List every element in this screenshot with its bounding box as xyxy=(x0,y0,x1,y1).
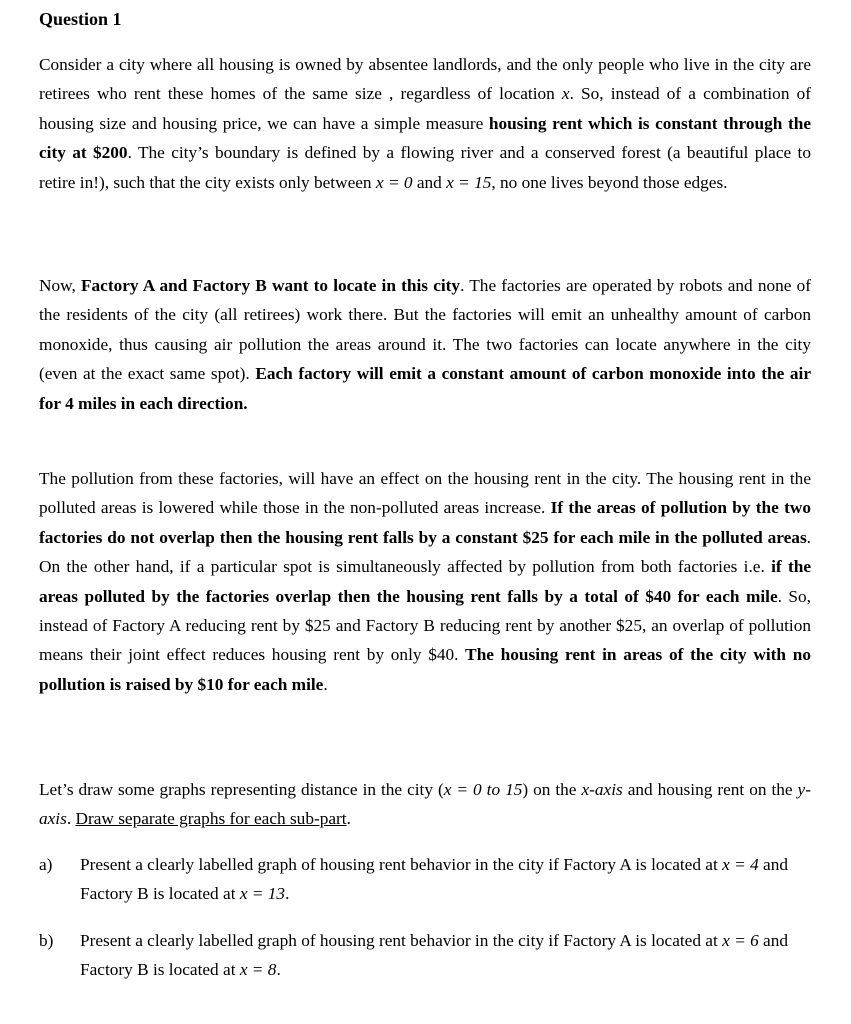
bold-text: housing rent which is constant through the city at $200 xyxy=(39,113,811,163)
underlined-text: Draw separate graphs for each sub-part xyxy=(75,809,347,829)
text: Now, xyxy=(39,276,81,295)
math-equation: x = 0 to 15 xyxy=(443,780,523,799)
text: . xyxy=(285,884,290,904)
text: . The factories are operated by robots and none of the residents of the city (all retirees) work there. But the factories will emit an unhealthy amount of carbon monoxide, thus causing air pollution the areas around it. The two factories can locate anywhere in the city (even at the exact same spot). xyxy=(39,276,811,384)
subpart-label: a) xyxy=(39,855,53,874)
text: ) on the xyxy=(522,780,582,799)
subpart-label: b) xyxy=(39,931,54,950)
text: . xyxy=(66,809,76,829)
bold-text: The housing rent in areas of the city with no pollution is raised by $10 for each mile xyxy=(39,645,811,694)
italic-text: x-axis xyxy=(581,780,623,799)
bold-text: if the areas polluted by the factories overlap then the housing rent falls by a total of $40 for each mile xyxy=(39,557,811,606)
paragraph-housing-setup xyxy=(39,50,811,197)
text: . On the other hand, if a particular spot is simultaneously affected by pollution from both factories i.e. xyxy=(39,527,811,577)
text: and Factory B is located at xyxy=(80,855,788,904)
text: . xyxy=(276,960,281,980)
paragraph-graph-instructions xyxy=(39,775,811,834)
text: . xyxy=(323,674,328,694)
math-equation: x = 0 xyxy=(375,172,413,192)
text: , no one lives beyond those edges. xyxy=(491,172,728,192)
math-equation: x = 8 xyxy=(239,960,277,980)
subpart-text xyxy=(80,850,811,909)
bold-text: Each factory will emit a constant amount of carbon monoxide into the air for 4 miles in each direction. xyxy=(39,364,811,413)
text: . So, instead of Factory A reducing rent by $25 and Factory B reducing rent by another $25, an overlap of pollution means their joint effect reduces housing rent by only $40. xyxy=(39,586,811,665)
text: . The city’s boundary is defined by a flowing river and a conserved forest (a beautiful place to retire in!), such that the city exists only between xyxy=(39,143,811,192)
math-equation: x = 6 xyxy=(722,931,759,950)
question-heading: Question 1 xyxy=(39,9,122,29)
text: Let’s draw some graphs representing distance in the city ( xyxy=(39,780,444,799)
paragraph-pollution-effect xyxy=(39,464,811,699)
text: Present a clearly labelled graph of housing rent behavior in the city if Factory A is located at xyxy=(80,855,723,874)
text: The pollution from these factories, will have an effect on the housing rent in the city. The housing rent in the polluted areas is lowered while those in the non-polluted areas increase. xyxy=(39,469,811,518)
bold-text: If the areas of pollution by the two factories do not overlap then the housing rent falls by a constant $25 for each mile in the polluted areas xyxy=(39,498,811,547)
math-var: x xyxy=(561,84,570,104)
italic-text: y-axis xyxy=(39,780,811,829)
bold-text: Factory A and Factory B want to locate in this city xyxy=(80,276,461,295)
math-equation: x = 15 xyxy=(446,172,492,192)
text: Present a clearly labelled graph of housing rent behavior in the city if Factory A is located at xyxy=(80,931,723,950)
math-equation: x = 13 xyxy=(239,884,286,904)
text: and housing rent on the xyxy=(622,780,798,799)
text: and xyxy=(412,172,447,192)
text: and Factory B is located at xyxy=(80,931,788,980)
paragraph-factories xyxy=(39,271,811,418)
text: . xyxy=(346,809,351,829)
subpart-text xyxy=(80,926,811,985)
text: Consider a city where all housing is owned by absentee landlords, and the only people who live in the city are retirees who rent these homes of the same size , regardless of location xyxy=(39,55,811,104)
math-equation: x = 4 xyxy=(722,855,759,874)
text: . So, instead of a combination of housing size and housing price, we can have a simple measure xyxy=(39,84,811,133)
